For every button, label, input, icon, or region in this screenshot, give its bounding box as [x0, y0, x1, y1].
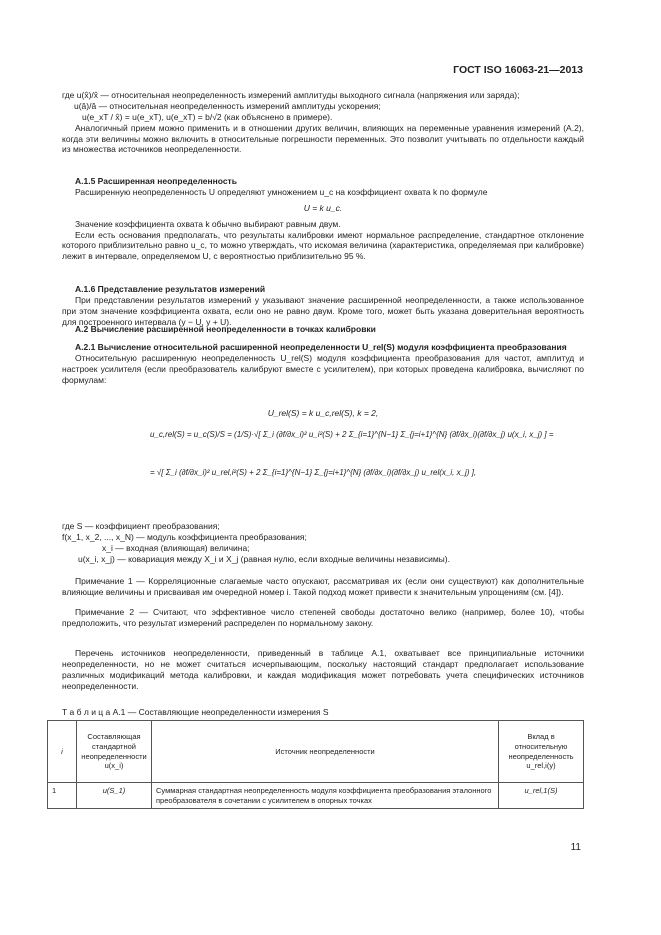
section-a2 — [62, 324, 584, 335]
document-header: ГОСТ ISO 16063-21—2013 — [453, 64, 583, 76]
heading-a16: А.1.6 Представление результатов измерений — [75, 284, 266, 294]
a16-text: При представлении результатов измерений y указывают значение расширенной неопределенности, а также использованное при этом значение коэффициента охвата, если оно не равно двум. Кроме того, может быть указана доверительная вероятность для построенного интервала (y − U, y + U). — [62, 294, 584, 327]
formula-expanded-uncertainty: U = k u_c. — [303, 202, 343, 213]
heading-a21: А.2.1 Вычисление относительной расширенной неопределенности U_rel(S) модуля коэффициента преобразования — [75, 342, 567, 352]
section-a16 — [62, 284, 584, 328]
paragraph-similar-method: Аналогичный прием можно применить и в отношении других величин, влияющих на переменные уравнения измерений (А.2), когда эти величины можно включить в относительные погрешности переменных. Это позволит учитывать по отдельности каждый из множества источников неопределенности. — [62, 122, 584, 155]
header-source: Источник неопределенности — [152, 721, 499, 783]
row-index: 1 — [48, 783, 77, 809]
definition-output-amplitude: где u(x̂)/x̂ — относительная неопределенность измерений амплитуды выходного сигнала (напряжения или заряда); — [62, 90, 520, 100]
heading-a2: А.2 Вычисление расширенной неопределенности в точках калибровки — [75, 324, 376, 334]
row-source: Суммарная стандартная неопределенность модуля коэффициента преобразования эталонного преобразователя в сочетании с усилителем в опорных точках — [152, 783, 499, 809]
a21-text: Относительную расширенную неопределенность U_rel(S) модуля коэффициента преобразования для частот, амплитуд и настроек усилителя (если преобразователь калибруют вместе с усилителем), при которых проведена калибровка, вычисляют по формулам: — [62, 352, 584, 385]
header-contribution: Вклад в относительную неопределенность u_rel,i(y) — [499, 721, 584, 783]
definition-covariance: u(x_i, x_j) — ковариация между X_i и X_j (равная нулю, если входные величины независимы). — [78, 553, 450, 564]
formula-rel-expanded: U_rel(S) = k u_c,rel(S), k = 2, — [267, 408, 379, 418]
a15-text2: Значение коэффициента охвата k обычно выбирают равным двум. — [75, 218, 341, 229]
definition-f: f(x_1, x_2, ..., x_N) — модуль коэффициента преобразования; — [62, 531, 307, 542]
heading-a15: А.1.5 Расширенная неопределенность — [75, 176, 237, 186]
table-row — [48, 783, 584, 809]
sources-text: Перечень источников неопределенности, приведенный в таблице А.1, охватывает все принципиальные источники неопределенности, но не может считаться исчерпывающим, поскольку настоящий стандарт предполагает использование различных модификаций метода калибровки, и каждая модификация может потребовать учета специфических источников неопределенности. — [62, 648, 584, 691]
formula-combined-rel-2: = √[ Σ_i (∂f/∂x_i)² u_rel,i²(S) + 2 Σ_{i=1}^{N−1} Σ_{j=i+1}^{N} (∂f/∂x_i)(∂f/∂x_j) u_rel(x_i, x_j) ], — [150, 468, 477, 477]
table-header-row — [48, 721, 584, 783]
definition-acceleration-amplitude: u(â)/â — относительная неопределенность измерений амплитуды ускорения; — [74, 100, 381, 111]
formula-combined-rel-1: u_c,rel(S) = u_c(S)/S = (1/S)·√[ Σ_i (∂f/∂x_i)² u_i²(S) + 2 Σ_{i=1}^{N−1} Σ_{j=i+1}^{N} (∂f/∂x_i)(∂f/∂x_j) u(x_i, x_j) ] = — [150, 430, 554, 439]
a15-text1: Расширенную неопределенность U определяют умножением u_c на коэффициент охвата k по формуле — [75, 186, 488, 197]
bottom-definitions — [62, 521, 584, 565]
a15-text3: Если есть основания предполагать, что результаты калибровки имеют нормальное распределение, стандартное отклонение которого приблизительно равно u_c, то можно утверждать, что искомая величина (характеристика, определяемая при калибровке) лежит в интервале, определяемом U, с вероятностью приблизительно 95 %. — [62, 229, 584, 262]
note-2: Примечание 2 — Считают, что эффективное число степеней свободы достаточно велико (например, более 10), чтобы предположить, что результат измерений распределен по нормальному закону. — [62, 606, 584, 628]
definition-exT: u(e_xT / x̂) = u(e_xT), u(e_xT) = b/√2 (как объяснено в примере). — [82, 111, 333, 122]
uncertainty-table — [47, 720, 584, 809]
definition-xi: x_i — входная (влияющая) величина; — [102, 542, 250, 553]
table-caption: Т а б л и ц а А.1 — Составляющие неопределенности измерения S — [62, 707, 329, 717]
definition-S: где S — коэффициент преобразования; — [62, 521, 220, 531]
top-definitions — [62, 90, 584, 155]
header-component: Составляющая стандартной неопределенности u(x_i) — [77, 721, 152, 783]
note-1: Примечание 1 — Корреляционные слагаемые часто опускают, рассматривая их (если они существуют) как дополнительные влияющие величины и присваивая им очередной номер i. Такой подход может привести к значительным упрощениям (см. [4]). — [62, 576, 584, 597]
page-number: 11 — [570, 842, 581, 853]
header-index: i — [48, 721, 77, 783]
row-contribution: u_rel,1(S) — [499, 783, 584, 809]
section-a21 — [62, 342, 584, 386]
notes — [62, 576, 584, 629]
paragraph-sources — [62, 648, 584, 692]
row-component: u(S_1) — [77, 783, 152, 809]
section-a15 — [62, 176, 584, 262]
